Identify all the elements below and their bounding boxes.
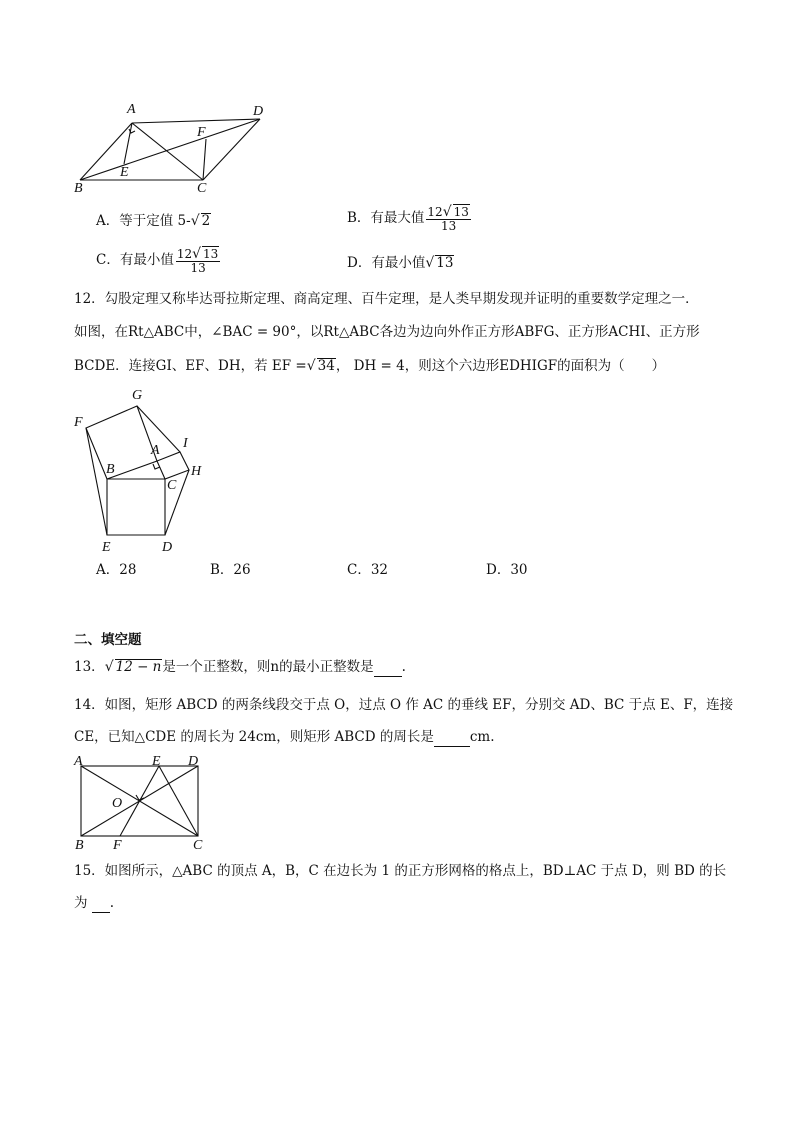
label-D: D — [253, 104, 264, 119]
label-H: H — [191, 464, 202, 479]
q12-option-b[interactable]: B．26 — [210, 562, 251, 578]
label-I: I — [183, 436, 188, 451]
label-F: F — [197, 125, 206, 140]
q14-answer-blank[interactable] — [434, 728, 470, 747]
label-C: C — [167, 478, 177, 493]
q11-option-c[interactable]: C．有最小值 $\frac{12√ 13}{13}$ — [96, 246, 219, 275]
section-title: 二、填空题 — [74, 632, 142, 648]
q12-line-3: BCDE．连接GI、EF、DH，若 EF =√ 34， DH = 4，则这个六边形EDHIGF的面积为（ ） — [74, 358, 666, 374]
q14-line-1: 14．如图，矩形 ABCD 的两条线段交于点 O，过点 O 作 AC 的垂线 EF，分别交 AD、BC 于点 E、F，连接 — [74, 697, 734, 713]
label-B: B — [106, 462, 115, 477]
label-C: C — [197, 181, 207, 196]
label-E: E — [120, 165, 129, 180]
figure-q12 — [66, 382, 226, 560]
label-B: B — [75, 838, 84, 853]
q15-answer-blank[interactable] — [92, 894, 110, 913]
label-E: E — [152, 754, 161, 769]
q12-option-d[interactable]: D．30 — [486, 562, 528, 578]
label-B: B — [74, 181, 83, 196]
label-D: D — [162, 540, 173, 555]
q12-option-c[interactable]: C．32 — [347, 562, 389, 578]
q12-option-a[interactable]: A．28 — [96, 562, 137, 578]
label-F: F — [74, 415, 83, 430]
label-D: D — [188, 754, 199, 769]
q11-option-b[interactable]: B．有最大值 $\frac{12√ 13}{13}$ — [347, 204, 469, 233]
q11-option-a[interactable]: A．等于定值 5-√ 2 — [96, 213, 211, 229]
label-C: C — [193, 838, 203, 853]
label-E: E — [102, 540, 111, 555]
label-A: A — [74, 754, 83, 769]
label-G: G — [132, 388, 143, 403]
label-A: A — [127, 102, 136, 117]
q15-line-2: 为 . — [74, 895, 115, 911]
label-A: A — [151, 443, 160, 458]
q11-option-d[interactable]: D．有最小值√ 13 — [347, 255, 454, 271]
q13-answer-blank[interactable] — [374, 658, 402, 677]
q14-line-2: CE，已知△CDE 的周长为 24cm，则矩形 ABCD 的周长是 cm. — [74, 729, 495, 745]
figure-q11 — [60, 96, 280, 198]
figure-q14 — [70, 752, 220, 854]
q12-line-2: 如图，在Rt△ABC中，∠BAC = 90°，以Rt△ABC各边为边向外作正方形ABFG、正方形ACHI、正方形 — [74, 324, 700, 340]
q15-line-1: 15．如图所示，△ABC 的顶点 A，B，C 在边长为 1 的正方形网格的格点上，BD⊥AC 于点 D，则 BD 的长 — [74, 863, 727, 879]
label-F: F — [113, 838, 122, 853]
label-O: O — [112, 796, 123, 811]
q12-line-1: 12．勾股定理又称毕达哥拉斯定理、商高定理、百牛定理，是人类早期发现并证明的重要数学定理之一． — [74, 291, 699, 307]
q13-line: 13．√ 12 − n是一个正整数，则n的最小正整数是 . — [74, 659, 406, 675]
